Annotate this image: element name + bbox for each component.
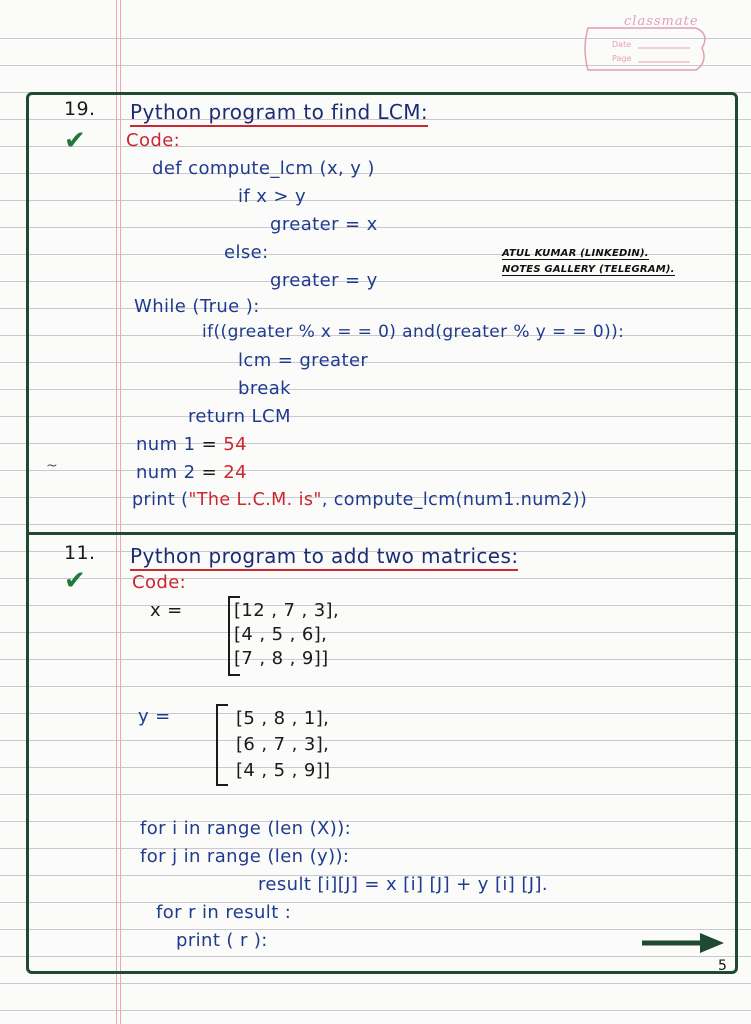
- loop-line: print ( r ):: [176, 930, 268, 951]
- check-mark-icon: ✔: [64, 566, 86, 596]
- section1-code-label: Code:: [126, 130, 181, 151]
- loop-line: result [i][J] = x [i] [J] + y [i] [J].: [258, 874, 549, 895]
- margin-mark: ~: [46, 458, 58, 474]
- num1-name: num 1: [136, 434, 196, 455]
- code-line: return LCM: [188, 406, 291, 427]
- loop-line: for r in result :: [156, 902, 292, 923]
- matrix-y-row: [5 , 8 , 1],: [236, 708, 330, 729]
- code-line: if x > y: [238, 186, 307, 207]
- code-line: lcm = greater: [238, 350, 369, 371]
- code-line: if((greater % x = = 0) and(greater % y = = 0)):: [202, 322, 625, 342]
- equals-sign: =: [201, 462, 224, 483]
- num1-assignment: [136, 434, 247, 455]
- matrix-x-row: [12 , 7 , 3],: [234, 600, 340, 621]
- matrix-y-label: y =: [138, 706, 171, 727]
- matrix-y-row: [6 , 7 , 3],: [236, 734, 330, 755]
- credit-telegram: NOTES GALLERY (TELEGRAM).: [502, 264, 675, 275]
- code-line: else:: [224, 242, 269, 263]
- code-line: def compute_lcm (x, y ): [152, 158, 375, 179]
- matrix-y-row: [4 , 5 , 9]]: [236, 760, 331, 781]
- section2-title: Python program to add two matrices:: [130, 544, 518, 571]
- equals-sign: =: [201, 434, 224, 455]
- matrix-y-bracket: [216, 704, 228, 786]
- matrix-x-row: [7 , 8 , 9]]: [234, 648, 329, 669]
- print-suffix: , compute_lcm(num1.num2)): [321, 490, 588, 510]
- section1-title: Python program to find LCM:: [130, 100, 428, 127]
- matrix-x-label: x =: [150, 600, 183, 621]
- print-string: "The L.C.M. is": [188, 490, 322, 510]
- check-mark-icon: ✔: [64, 126, 86, 156]
- stamp-date-label: Date: [612, 40, 632, 49]
- code-line: While (True ):: [134, 296, 260, 317]
- stamp-page-label: Page: [612, 54, 632, 63]
- section2-code-label: Code:: [132, 572, 187, 593]
- num2-assignment: [136, 462, 247, 483]
- page-number: 5: [718, 958, 727, 974]
- code-line: greater = y: [270, 270, 378, 291]
- section2-number: 11.: [64, 542, 96, 564]
- classmate-stamp: [578, 14, 712, 76]
- num2-name: num 2: [136, 462, 196, 483]
- matrix-x-row: [4 , 5 , 6],: [234, 624, 328, 645]
- loop-line: for j in range (len (y)):: [140, 846, 350, 867]
- loop-line: for i in range (len (X)):: [140, 818, 352, 839]
- num1-value: 54: [223, 434, 247, 455]
- num2-value: 24: [223, 462, 247, 483]
- print-line: [132, 490, 587, 510]
- code-line: greater = x: [270, 214, 378, 235]
- credit-linkedin: ATUL KUMAR (LINKEDIN).: [502, 248, 649, 259]
- stamp-brand: classmate: [624, 14, 699, 29]
- right-arrow-icon: [642, 932, 726, 954]
- section-divider: [26, 532, 738, 535]
- section1-number: 19.: [64, 98, 96, 120]
- code-line: break: [238, 378, 291, 399]
- print-prefix: print (: [132, 490, 189, 510]
- stamp-outline-icon: [578, 22, 712, 76]
